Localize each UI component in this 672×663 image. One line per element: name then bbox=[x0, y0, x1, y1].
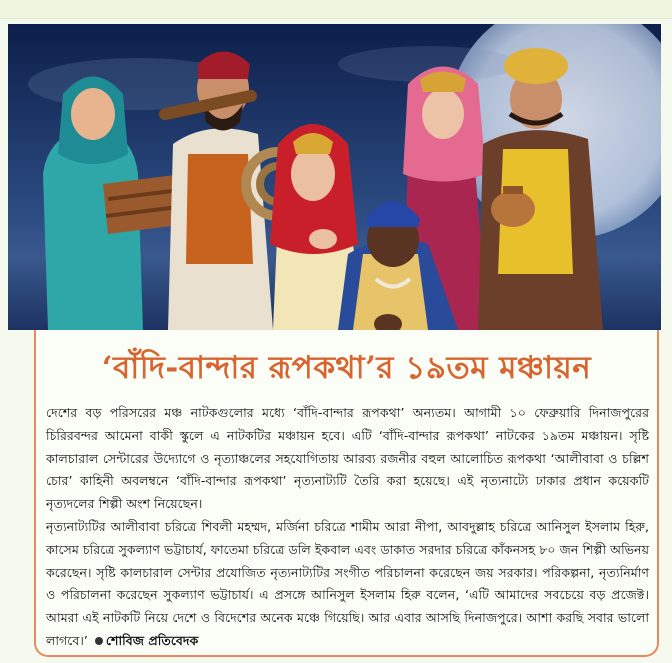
stage-performers-photo bbox=[8, 24, 661, 330]
bullet-icon bbox=[95, 637, 103, 645]
article-paragraph-2 bbox=[46, 516, 649, 653]
byline bbox=[92, 633, 198, 648]
byline-text: শোবিজ প্রতিবেদক bbox=[105, 632, 199, 648]
article-box bbox=[34, 330, 659, 657]
article-paragraph-1: দেশের বড় পরিসরের মঞ্চ নাটকগুলোর মধ্যে ‘বাঁদি-বান্দার রূপকথা’ অন্যতম। আগামী ১০ ফেব্রুয়ারি দিনাজপুরের চিরিরবন্দর আমেনা বাকী স্কুলে এ নাটকটির মঞ্চায়ন হবে। এটি ‘বাঁদি-বান্দার রূপকথা’ নাটকের ১৯তম মঞ্চায়ন। সৃষ্টি কালচারাল সেন্টারের উদ্যোগে ও নৃত্যাঞ্চলের সহযোগিতায় আরব্য রজনীর বহুল আলোচিত রূপকথা ‘আলীবাবা ও চল্লিশ চোর’ কাহিনী অবলম্বনে ‘বাঁদি-বান্দার রূপকথা’ নৃত্যনাট্যটি তৈরি করা হয়েছে। এই নৃত্যনাট্যে ঢাকার প্রধান কয়েকটি নৃত্যদলের শিল্পী অংশ নিয়েছেন। bbox=[46, 405, 649, 512]
article-headline: ‘বাঁদি-বান্দার রূপকথা’র ১৯তম মঞ্চায়ন bbox=[101, 350, 592, 386]
article-paragraph-2-text: নৃত্যনাট্যটির আলীবাবা চরিত্রে শিবলী মহম্মদ, মর্জিনা চরিত্রে শামীম আরা নীপা, আবদুল্লাহ চরিত্রে আনিসুল ইসলাম হিরু, কাসেম চরিত্রে সুকল্যাণ ভট্টাচার্য, ফাতেমা চরিত্রে ডলি ইকবাল এবং ডাকাত সরদার চরিত্রে কাঁকনসহ ৮০ জন শিল্পী অভিনয় করেছেন। সৃষ্টি কালচারাল সেন্টার প্রযোজিত নৃত্যনাট্যটির সংগীত পরিচালনা করেছেন জয় সরকার। পরিকল্পনা, নৃত্যনির্মাণ ও পরিচালনা করেছেন সুকল্যাণ ভট্টাচার্য। এ প্রসঙ্গে আনিসুল ইসলাম হিরু বলেন, ‘এটি আমাদের সবচেয়ে বড় প্রজেক্ট। আমরা এই নাটকটি নিয়ে দেশে ও বিদেশের অনেক মঞ্চে গিয়েছি। আর এবার আসছি দিনাজপুরে। আশা করছি সবার ভালো লাগবে।’ bbox=[46, 518, 649, 648]
top-strip bbox=[0, 0, 672, 19]
article-body bbox=[46, 402, 649, 653]
